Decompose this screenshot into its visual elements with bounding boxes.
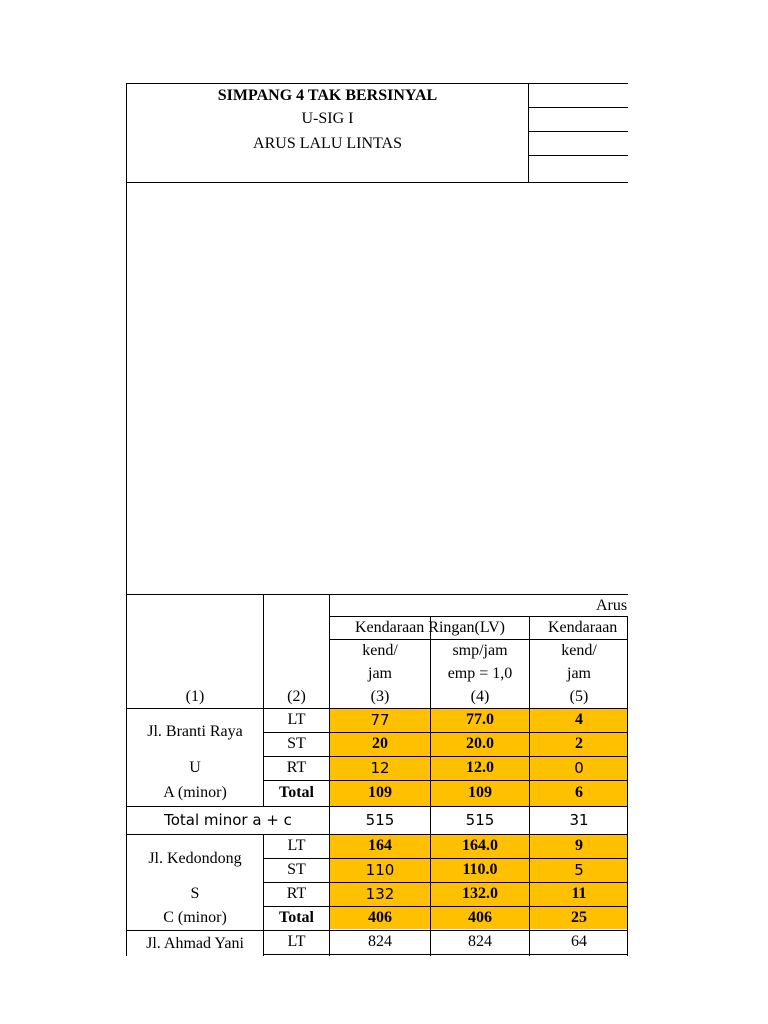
branch-b-lt-hv: 64: [571, 933, 587, 950]
row-a-rt-border: [263, 780, 628, 781]
header-bottom-border: [126, 182, 628, 183]
branch-c-movement-st: ST: [287, 861, 306, 878]
arus-group-header: Arus: [596, 597, 628, 614]
header-right-row-3: [528, 155, 628, 156]
branch-c-name: Jl. Kedondong: [148, 850, 242, 867]
header-divider: [528, 83, 529, 183]
branch-a-lt-kend: 77: [370, 711, 390, 729]
total-minor-label: Total minor a + c: [164, 811, 292, 829]
col3-unit-b: jam: [368, 665, 392, 682]
total-minor-smp: 515: [465, 811, 495, 829]
branch-c-movement-total: Total: [279, 909, 314, 926]
branch-a-total-hv: 6: [575, 784, 583, 801]
row-c-total-border: [126, 930, 628, 931]
col-number-5: (5): [569, 688, 589, 705]
branch-b-movement-lt: LT: [287, 933, 306, 950]
header-row-bottom: [126, 708, 628, 709]
branch-a-lt-hv: 4: [575, 711, 583, 728]
col5-unit-b: jam: [567, 665, 591, 682]
form-subtitle: ARUS LALU LINTAS: [253, 135, 402, 152]
branch-a-rt-smp: 12.0: [466, 759, 494, 776]
form-code: U-SIG I: [301, 110, 354, 127]
branch-a-rt-kend: 12: [370, 759, 390, 777]
branch-a-total-kend: 109: [368, 784, 392, 801]
col4-unit-b: emp = 1,0: [447, 665, 513, 682]
col3-unit-a: kend/: [362, 642, 398, 659]
row-c-st-border: [263, 882, 628, 883]
branch-a-direction: U: [189, 759, 201, 776]
col-number-4: (4): [470, 688, 490, 705]
table-top-border: [126, 594, 628, 595]
branch-a-st-hv: 2: [575, 735, 583, 752]
col4-unit-a: smp/jam: [452, 642, 508, 659]
col-number-1: (1): [185, 688, 205, 705]
col5-unit-a: kend/: [561, 642, 597, 659]
header-right-row-2: [528, 131, 628, 132]
header-top-border: [126, 83, 628, 84]
branch-b-lt-kend: 824: [368, 933, 392, 950]
branch-c-movement-lt: LT: [287, 837, 306, 854]
branch-c-code: C (minor): [163, 909, 227, 926]
branch-c-st-hv: 5: [574, 861, 584, 879]
branch-a-movement-lt: LT: [287, 711, 306, 728]
col-number-3: (3): [370, 688, 390, 705]
row-c-lt-border: [263, 858, 628, 859]
branch-c-movement-rt: RT: [286, 885, 307, 902]
branch-a-movement-rt: RT: [286, 759, 307, 776]
branch-a-lt-smp: 77.0: [466, 711, 494, 728]
total-minor-kend: 515: [365, 811, 395, 829]
branch-a-movement-total: Total: [279, 784, 314, 801]
row-a-lt-border: [263, 732, 628, 733]
branch-c-total-hv: 25: [571, 909, 587, 926]
branch-a-rt-hv: 0: [574, 759, 584, 777]
row-next-border: [263, 954, 628, 955]
branch-b-name: Jl. Ahmad Yani: [146, 935, 244, 952]
branch-c-lt-smp: 164.0: [462, 837, 498, 854]
row-a-st-border: [263, 756, 628, 757]
branch-c-rt-smp: 132.0: [462, 885, 498, 902]
form-title: SIMPANG 4 TAK BERSINYAL: [217, 87, 438, 104]
col-number-2: (2): [287, 688, 306, 705]
total-minor-border: [126, 834, 628, 835]
branch-a-st-kend: 20: [372, 735, 388, 752]
branch-a-st-smp: 20.0: [466, 735, 494, 752]
branch-b-lt-smp: 824: [468, 933, 492, 950]
branch-a-name: Jl. Branti Raya: [147, 723, 243, 740]
branch-c-lt-kend: 164: [368, 837, 392, 854]
header-right-row-1: [528, 107, 628, 108]
group-header-border: [329, 616, 628, 617]
branch-a-total-smp: 109: [468, 784, 492, 801]
row-c-rt-border: [263, 906, 628, 907]
branch-a-code: A (minor): [163, 784, 227, 801]
branch-c-direction: S: [190, 885, 200, 902]
branch-c-total-kend: 406: [368, 909, 392, 926]
branch-c-rt-hv: 11: [571, 885, 587, 902]
page-left-border: [126, 83, 127, 595]
branch-a-movement-st: ST: [287, 735, 306, 752]
hv-header: Kendaraan: [548, 619, 618, 636]
row-a-total-border: [126, 806, 628, 807]
branch-c-total-smp: 406: [468, 909, 492, 926]
lv-header: Kendaraan Ringan(LV): [354, 619, 506, 636]
branch-c-lt-hv: 9: [575, 837, 583, 854]
branch-c-rt-kend: 132: [365, 885, 395, 903]
vehicle-header-border: [329, 639, 628, 640]
branch-c-st-smp: 110.0: [462, 861, 498, 878]
total-minor-hv: 31: [569, 811, 589, 829]
branch-c-st-kend: 110: [365, 861, 395, 879]
